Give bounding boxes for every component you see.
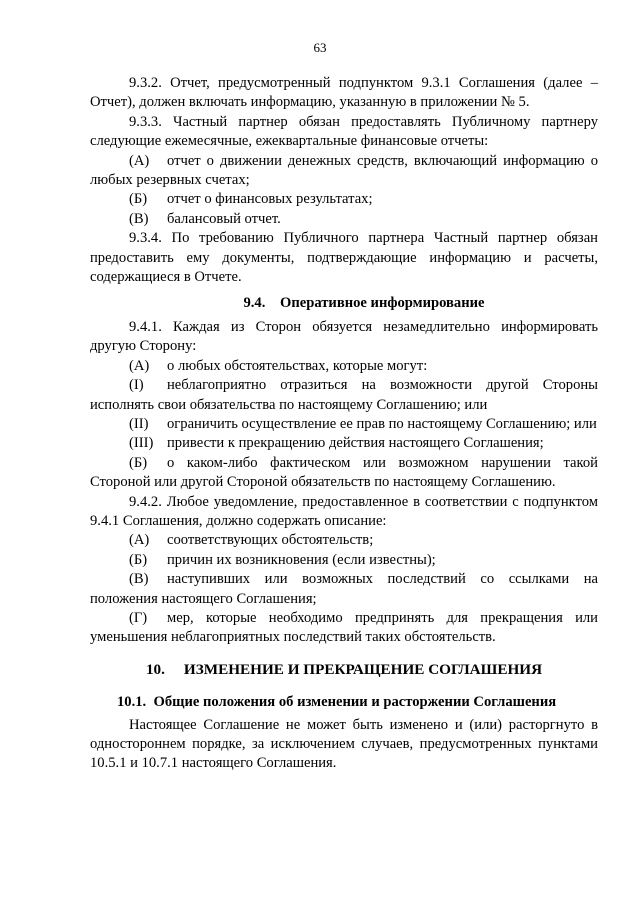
list-item bbox=[90, 152, 598, 191]
page-number: 63 bbox=[313, 40, 327, 55]
subsection-heading: 9.4. Оперативное информирование bbox=[243, 295, 485, 312]
list-item bbox=[90, 434, 598, 453]
list-item bbox=[90, 531, 598, 550]
list-item-text: ограничить осуществление ее прав по настоящему Соглашению; или bbox=[167, 415, 597, 432]
list-item-marker: (А) bbox=[129, 152, 150, 169]
list-item-marker: (III) bbox=[129, 435, 154, 452]
paragraph: 9.3.2. Отчет, предусмотренный подпунктом 9.3.1 Соглашения (далее – Отчет), должен включать информацию, указанную в приложении № 5. bbox=[90, 75, 598, 111]
list-item bbox=[90, 454, 598, 493]
list-item bbox=[90, 570, 598, 609]
list-item-text: о каком-либо фактическом или возможном нарушении такой Стороной или другой Стороной обязательств по настоящему Соглашению. bbox=[90, 454, 598, 491]
paragraph: 9.3.4. По требованию Публичного партнера Частный партнер обязан предоставить ему документы, подтверждающие информацию и расчеты, содержащиеся в Отчете. bbox=[90, 230, 598, 286]
list-item-text: неблагоприятно отразиться на возможности другой Стороны исполнять свои обязательства по настоящему Соглашению; или bbox=[90, 377, 598, 413]
list-item-text: причин их возникновения (если известны); bbox=[167, 551, 436, 568]
section-heading: 10. ИЗМЕНЕНИЕ И ПРЕКРАЩЕНИЕ СОГЛАШЕНИЯ bbox=[145, 660, 543, 678]
list-item-text: соответствующих обстоятельств; bbox=[167, 532, 374, 549]
list-item-marker: (В) bbox=[129, 571, 149, 588]
list-item-text: балансовый отчет. bbox=[167, 210, 281, 227]
list-item-marker: (II) bbox=[129, 415, 149, 432]
list-item bbox=[90, 357, 598, 376]
paragraph: Настоящее Соглашение не может быть изменено и (или) расторгнуто в одностороннем порядке, за исключением случаев, предусмотренных пунктами 10.5.1 и 10.7.1 настоящего Соглашения. bbox=[90, 716, 598, 772]
list-item-marker: (Г) bbox=[129, 609, 148, 626]
subsection-heading: 10.1. Общие положения об изменении и расторжении Соглашения bbox=[117, 694, 557, 711]
list-item-text: привести к прекращению действия настоящего Соглашения; bbox=[167, 435, 544, 452]
list-item-text: отчет о финансовых результатах; bbox=[167, 191, 373, 208]
paragraph: 9.4.1. Каждая из Сторон обязуется незамедлительно информировать другую Сторону: bbox=[90, 318, 598, 355]
list-item-marker: (В) bbox=[129, 210, 149, 227]
list-item-text: мер, которые необходимо предпринять для прекращения или уменьшения неблагоприятных последствий таких обстоятельств. bbox=[90, 609, 598, 646]
list-item bbox=[90, 551, 598, 570]
list-item bbox=[90, 210, 598, 229]
list-item bbox=[90, 376, 598, 415]
paragraph: 9.4.2. Любое уведомление, предоставленное в соответствии с подпунктом 9.4.1 Соглашения, должно содержать описание: bbox=[90, 493, 598, 529]
list-item-marker: (I) bbox=[129, 377, 144, 394]
list-item-marker: (А) bbox=[129, 532, 150, 549]
list-item-text: отчет о движении денежных средств, включающий информацию о любых резервных счетах; bbox=[90, 152, 598, 189]
list-item-text: о любых обстоятельствах, которые могут: bbox=[167, 357, 428, 374]
list-item-marker: (Б) bbox=[129, 551, 148, 568]
list-item-marker: (Б) bbox=[129, 191, 148, 208]
list-item-text: наступивших или возможных последствий со ссылками на положения настоящего Соглашения; bbox=[90, 571, 598, 607]
paragraph: 9.3.3. Частный партнер обязан предоставлять Публичному партнеру следующие ежемесячные, ежеквартальные финансовые отчеты: bbox=[90, 113, 598, 150]
list-item bbox=[90, 609, 598, 648]
list-item-marker: (Б) bbox=[129, 454, 148, 471]
document-body bbox=[90, 74, 598, 774]
list-item bbox=[90, 415, 598, 434]
list-item-marker: (А) bbox=[129, 357, 150, 374]
list-item bbox=[90, 190, 598, 209]
